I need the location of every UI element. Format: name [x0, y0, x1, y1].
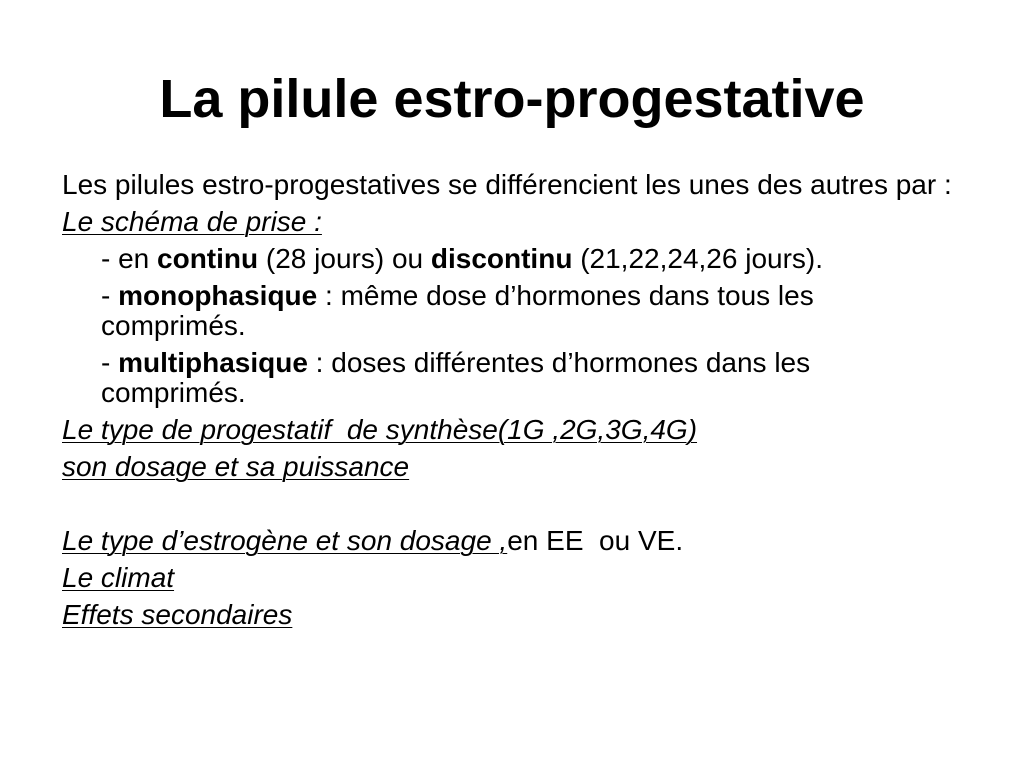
intro-text: Les pilules estro-progestatives se différencient les unes des autres par :	[62, 169, 952, 200]
multiphasic-prefix: -	[101, 347, 119, 378]
discontinuous-term: discontinu	[430, 243, 573, 274]
criterion-estrogen-detail: en EE ou VE.	[507, 525, 684, 556]
multiphasic-definition-continued: comprimés.	[101, 377, 246, 408]
continuous-detail: (28 jours) ou	[258, 243, 431, 274]
criterion-dosage-potency: son dosage et sa puissance	[62, 451, 410, 482]
schema-heading: Le schéma de prise :	[62, 206, 322, 237]
schema-item-continuity	[62, 244, 982, 274]
criterion-side-effects-line	[62, 600, 982, 630]
schema-heading-line	[62, 207, 982, 237]
schema-item-monophasic-continued	[62, 311, 982, 341]
multiphasic-term: multiphasique	[118, 347, 308, 378]
continuity-prefix: - en	[101, 243, 158, 274]
monophasic-definition-continued: comprimés.	[101, 310, 246, 341]
criterion-climate-line	[62, 563, 982, 593]
schema-item-monophasic	[62, 281, 982, 311]
criterion-progestin: Le type de progestatif de synthèse(1G ,2G,3G,4G)	[62, 414, 698, 445]
slide-body	[62, 170, 982, 630]
intro-line	[62, 170, 982, 200]
continuous-term: continu	[157, 243, 259, 274]
monophasic-definition: : même dose d’hormones dans tous les	[317, 280, 814, 311]
criterion-progestin-line	[62, 415, 982, 445]
slide-title: La pilule estro-progestative	[159, 69, 865, 129]
criterion-side-effects: Effets secondaires	[62, 599, 293, 630]
schema-item-multiphasic-continued	[62, 378, 982, 408]
criterion-dosage-line	[62, 452, 982, 482]
criterion-estrogen: Le type d’estrogène et son dosage ,	[62, 525, 508, 556]
blank-line	[62, 489, 982, 519]
criterion-estrogen-line	[62, 526, 982, 556]
criterion-climate: Le climat	[62, 562, 175, 593]
monophasic-term: monophasique	[118, 280, 318, 311]
multiphasic-definition: : doses différentes d’hormones dans les	[307, 347, 811, 378]
discontinuous-detail: (21,22,24,26 jours).	[572, 243, 824, 274]
monophasic-prefix: -	[101, 280, 119, 311]
schema-item-multiphasic	[62, 348, 982, 378]
